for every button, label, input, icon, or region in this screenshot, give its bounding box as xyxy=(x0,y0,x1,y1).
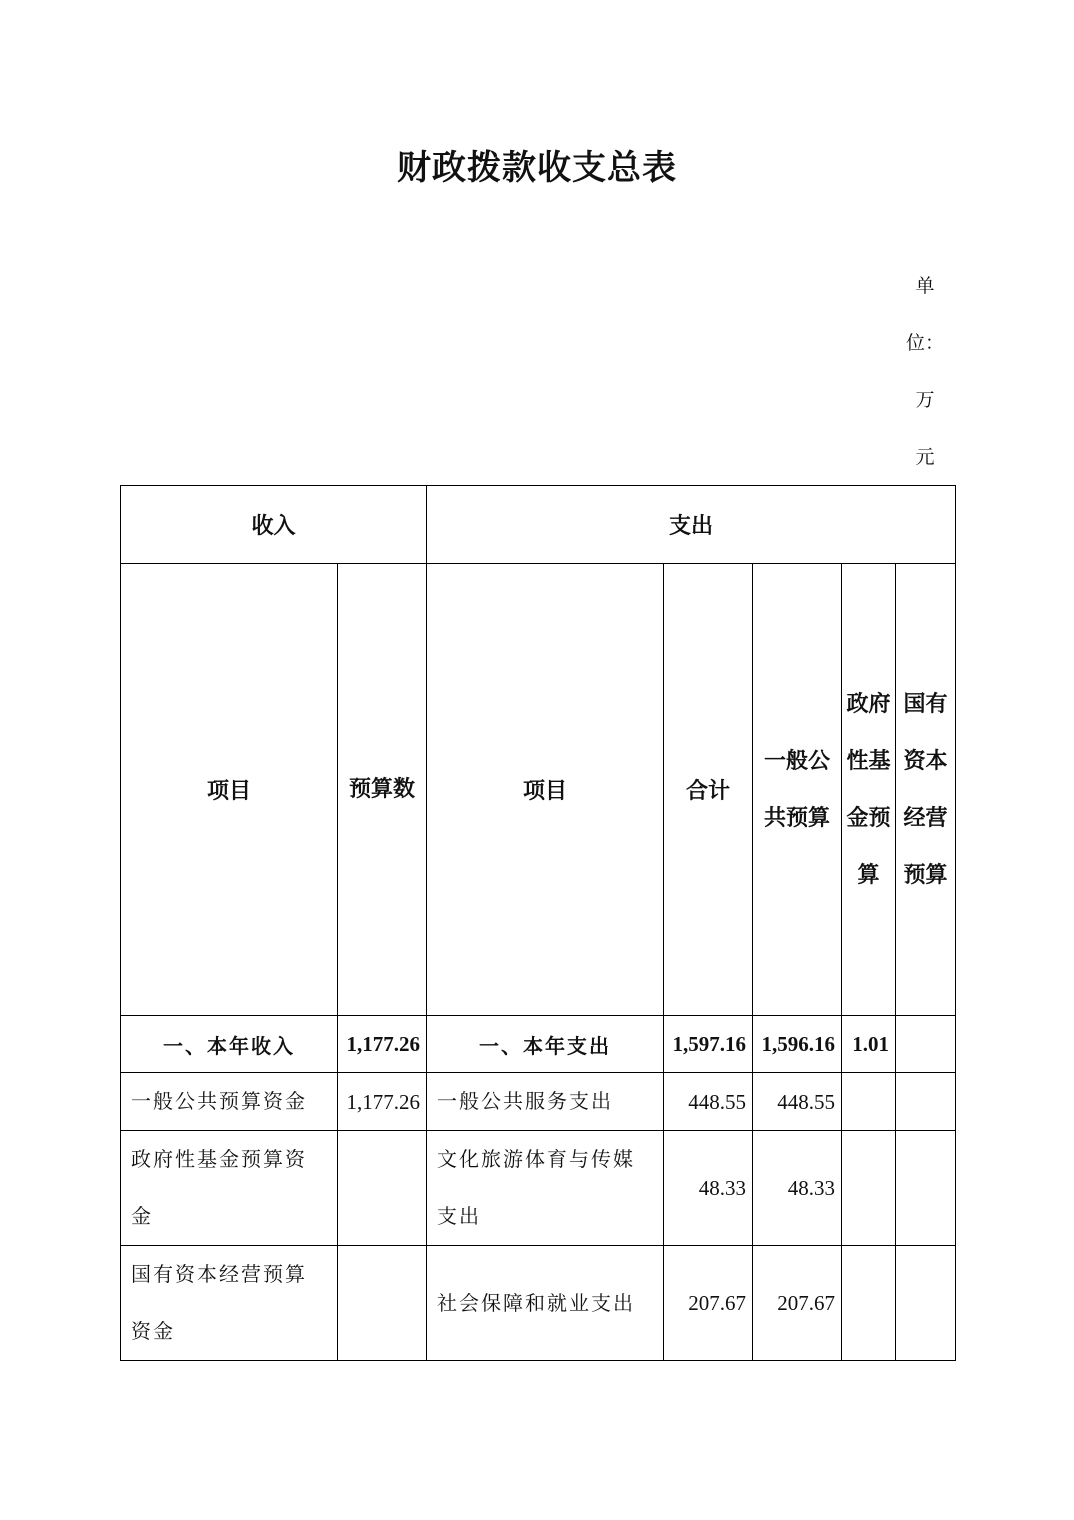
income-budget xyxy=(338,1131,427,1246)
income-item: 国有资本经营预算资金 xyxy=(121,1246,338,1361)
income-item-header: 项目 xyxy=(121,564,338,1016)
state-capital-value xyxy=(896,1016,956,1073)
gov-fund-value xyxy=(842,1131,896,1246)
total-value: 48.33 xyxy=(664,1131,753,1246)
unit-char: 位： xyxy=(905,332,944,354)
expense-item: 一般公共服务支出 xyxy=(427,1073,664,1131)
general-value: 448.55 xyxy=(753,1073,842,1131)
income-budget: 1,177.26 xyxy=(338,1073,427,1131)
income-header: 收入 xyxy=(121,486,427,564)
gov-fund-header: 政府性基金预算 xyxy=(842,564,896,1016)
general-value: 1,596.16 xyxy=(753,1016,842,1073)
income-budget: 1,177.26 xyxy=(338,1016,427,1073)
gov-fund-value xyxy=(842,1246,896,1361)
total-value: 1,597.16 xyxy=(664,1016,753,1073)
state-capital-header: 国有资本经营预算 xyxy=(896,564,956,1016)
unit-char: 单 xyxy=(915,275,935,297)
unit-label xyxy=(895,262,955,490)
budget-table xyxy=(120,485,956,1361)
state-capital-value xyxy=(896,1073,956,1131)
income-item: 政府性基金预算资金 xyxy=(121,1131,338,1246)
state-capital-value xyxy=(896,1246,956,1361)
general-value: 207.67 xyxy=(753,1246,842,1361)
expense-item-header: 项目 xyxy=(427,564,664,1016)
expense-header: 支出 xyxy=(427,486,956,564)
general-value: 48.33 xyxy=(753,1131,842,1246)
income-budget xyxy=(338,1246,427,1361)
income-item: 一、本年收入 xyxy=(121,1016,338,1073)
gov-fund-value xyxy=(842,1073,896,1131)
unit-char: 万 xyxy=(915,389,935,411)
total-value: 207.67 xyxy=(664,1246,753,1361)
state-capital-value xyxy=(896,1131,956,1246)
expense-item: 社会保障和就业支出 xyxy=(427,1246,664,1361)
income-item: 一般公共预算资金 xyxy=(121,1073,338,1131)
expense-item: 一、本年支出 xyxy=(427,1016,664,1073)
expense-item: 文化旅游体育与传媒支出 xyxy=(427,1131,664,1246)
income-budget-header: 预算数 xyxy=(338,564,427,1016)
gov-fund-value: 1.01 xyxy=(842,1016,896,1073)
page-title: 财政拨款收支总表 xyxy=(397,148,677,188)
unit-char: 元 xyxy=(915,446,935,468)
total-value: 448.55 xyxy=(664,1073,753,1131)
total-header: 合计 xyxy=(664,564,753,1016)
general-public-header: 一般公共预算 xyxy=(753,564,842,1016)
